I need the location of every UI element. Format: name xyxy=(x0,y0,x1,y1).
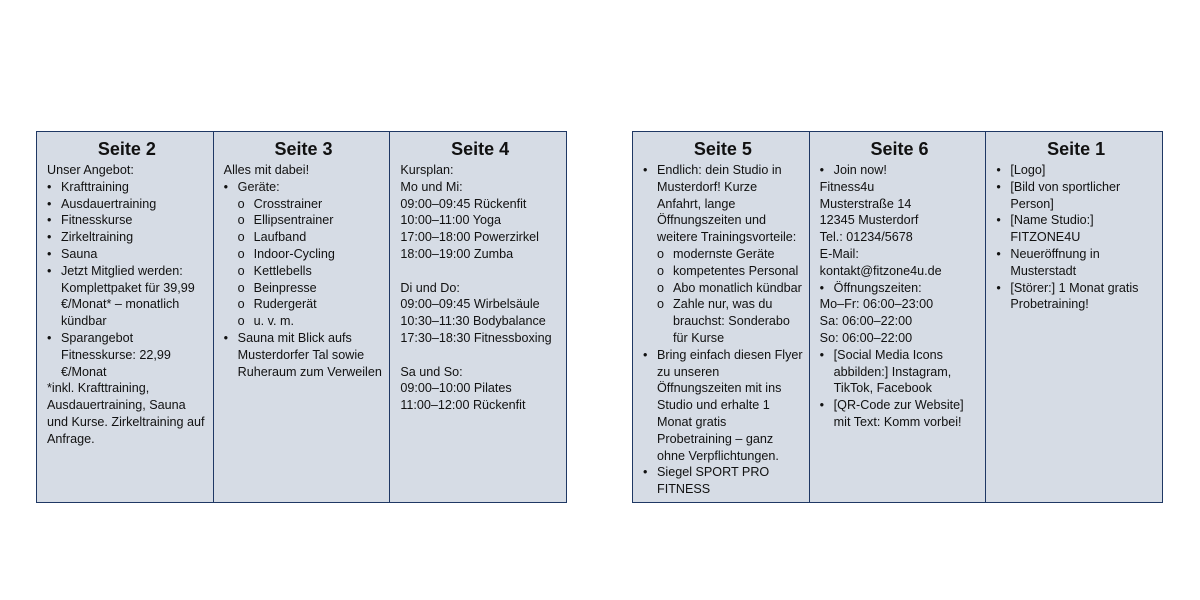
bullet-item: o Ellipsentrainer xyxy=(224,212,384,229)
panel-seite-2 xyxy=(37,132,214,502)
text-line: 10:00–11:00 Yoga xyxy=(400,213,501,228)
bullet-item: • Fitnesskurse xyxy=(47,212,207,229)
panel-seite-4 xyxy=(390,132,566,502)
text-line: So: 06:00–22:00 xyxy=(819,330,913,345)
text-line: Mo–Fr: 06:00–23:00 xyxy=(819,297,934,312)
bullet-item: o Abo monatlich kündbar xyxy=(643,280,803,297)
text-line: 12345 Musterdorf xyxy=(819,213,919,228)
panel-content xyxy=(996,162,1156,313)
text-line: Mo und Mi: xyxy=(400,179,463,194)
bullet-item: • Jetzt Mitglied werden: Komplettpaket für 39,99 €/Monat* – monatlich kündbar xyxy=(47,263,207,330)
bullet-item: • Neueröffnung in Musterstadt xyxy=(996,246,1156,280)
text-line: Musterstraße 14 xyxy=(819,196,912,211)
flyer-sheet-left xyxy=(36,131,567,503)
bullet-item: o Zahle nur, was du brauchst: Sonderabo für Kurse xyxy=(643,296,803,346)
bullet-item: o Kettlebells xyxy=(224,263,384,280)
bullet-item: • [Name Studio:] FITZONE4U xyxy=(996,212,1156,246)
bullet-item: • Öffnungszeiten: xyxy=(820,280,980,297)
panel-title: Seite 1 xyxy=(1047,139,1106,159)
bullet-item: • Geräte: xyxy=(224,179,384,196)
bullet-item: • [Social Media Icons abbilden:] Instagram, TikTok, Facebook xyxy=(820,347,980,397)
bullet-item: • Siegel SPORT PRO FITNESS xyxy=(643,464,803,498)
text-line: Tel.: 01234/5678 xyxy=(819,230,913,245)
blank-line xyxy=(400,263,560,280)
bullet-item: • Endlich: dein Studio in Musterdorf! Kurze Anfahrt, lange Öffnungszeiten und weitere Trainingsvorteile: xyxy=(643,162,803,246)
bullet-item: • [QR-Code zur Website] mit Text: Komm vorbei! xyxy=(820,397,980,431)
flyer-sheet-right xyxy=(632,131,1163,503)
panel-title: Seite 6 xyxy=(870,139,929,159)
bullet-item: o Beinpresse xyxy=(224,280,384,297)
bullet-item: o Laufband xyxy=(224,229,384,246)
bullet-item: o kompetentes Personal xyxy=(643,263,803,280)
panel-content xyxy=(224,162,384,380)
panel-content xyxy=(47,162,207,448)
bullet-item: o Indoor-Cycling xyxy=(224,246,384,263)
panel-title: Seite 3 xyxy=(274,139,333,159)
bullet-item: o modernste Geräte xyxy=(643,246,803,263)
text-line: kontakt@fitzone4u.de xyxy=(819,263,942,278)
panel-seite-1 xyxy=(986,132,1162,502)
panel-seite-5 xyxy=(633,132,810,502)
text-line: Sa und So: xyxy=(400,364,463,379)
text-line: 18:00–19:00 Zumba xyxy=(400,246,514,261)
bullet-item: • Bring einfach diesen Flyer zu unseren Öffnungszeiten mit ins Studio und erhalte 1 Monat gratis Probetraining – ganz ohne Verpflichtungen. xyxy=(643,347,803,465)
bullet-item: • [Logo] xyxy=(996,162,1156,179)
text-line: E-Mail: xyxy=(819,246,859,261)
bullet-item: • Zirkeltraining xyxy=(47,229,207,246)
panel-title: Seite 5 xyxy=(693,139,752,159)
bullet-item: o u. v. m. xyxy=(224,313,384,330)
text-line: *inkl. Krafttraining, Ausdauertraining, Sauna und Kurse. Zirkeltraining auf Anfrage. xyxy=(47,381,205,446)
bullet-item: o Rudergerät xyxy=(224,296,384,313)
panel-title: Seite 2 xyxy=(97,139,156,159)
bullet-item: • Sparangebot Fitnesskurse: 22,99 €/Monat xyxy=(47,330,207,380)
text-line: 11:00–12:00 Rückenfit xyxy=(400,398,526,413)
text-line: Sa: 06:00–22:00 xyxy=(819,314,913,329)
panel-content xyxy=(643,162,803,498)
text-line: 09:00–09:45 Rückenfit xyxy=(400,196,527,211)
text-line: Fitness4u xyxy=(819,179,875,194)
bullet-item: • Ausdauertraining xyxy=(47,196,207,213)
bullet-item: • [Störer:] 1 Monat gratis Probetraining! xyxy=(996,280,1156,314)
panel-seite-3 xyxy=(214,132,391,502)
bullet-item: o Crosstrainer xyxy=(224,196,384,213)
bullet-item: • Krafttraining xyxy=(47,179,207,196)
bullet-item: • Join now! xyxy=(820,162,980,179)
panel-content xyxy=(820,162,980,431)
bullet-item: • Sauna xyxy=(47,246,207,263)
bullet-item: • [Bild von sportlicher Person] xyxy=(996,179,1156,213)
blank-line xyxy=(400,347,560,364)
text-line: 17:30–18:30 Fitnessboxing xyxy=(400,330,552,345)
text-line: Alles mit dabei! xyxy=(223,163,310,177)
text-line: 09:00–10:00 Pilates xyxy=(400,381,512,396)
panel-content xyxy=(400,162,560,414)
text-line: 17:00–18:00 Powerzirkel xyxy=(400,230,539,245)
text-line: Di und Do: xyxy=(400,280,460,295)
bullet-item: • Sauna mit Blick aufs Musterdorfer Tal sowie Ruheraum zum Verweilen xyxy=(224,330,384,380)
text-line: 09:00–09:45 Wirbelsäule xyxy=(400,297,540,312)
text-line: 10:30–11:30 Bodybalance xyxy=(400,314,546,329)
panel-seite-6 xyxy=(810,132,987,502)
panel-title: Seite 4 xyxy=(451,139,510,159)
text-line: Unser Angebot: xyxy=(47,163,134,177)
text-line: Kursplan: xyxy=(400,163,454,177)
